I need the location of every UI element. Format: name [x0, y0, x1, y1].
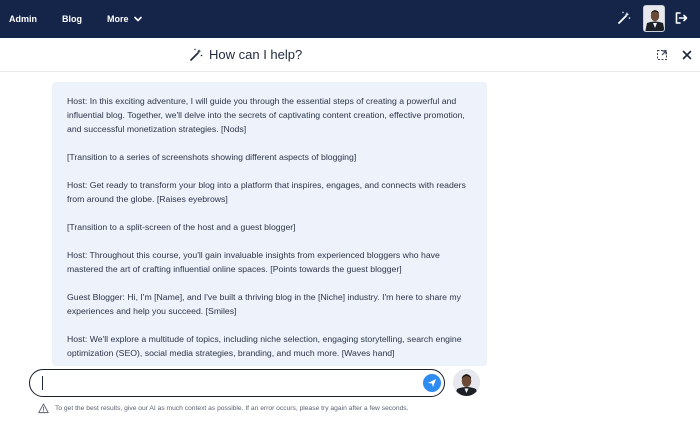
- send-button[interactable]: [423, 374, 441, 392]
- nav-more-dropdown[interactable]: [107, 0, 143, 38]
- nav-more-label: More: [107, 14, 129, 24]
- page-title: [189, 47, 302, 62]
- close-icon[interactable]: [681, 49, 693, 61]
- message-paragraph: [Transition to a split-screen of the host and a guest blogger]: [67, 222, 296, 232]
- chat-input[interactable]: [42, 374, 412, 392]
- message-paragraph: Host: Get ready to transform your blog into a platform that inspires, engages, and connects with readers from around the globe. [Raises eyebrows]: [67, 180, 466, 204]
- chevron-down-icon: [133, 14, 143, 24]
- top-navbar: [0, 0, 700, 38]
- assistant-message: [52, 82, 487, 366]
- chat-header: [0, 38, 700, 72]
- chat-user-avatar: [453, 369, 480, 396]
- chat-input-container: [29, 369, 445, 397]
- text-caret: [42, 376, 43, 390]
- message-paragraph: [Transition to a series of screenshots showing different aspects of blogging]: [67, 152, 357, 162]
- footer-notice: [38, 403, 409, 414]
- footer-notice-text: To get the best results, give our AI as much context as possible. If an error occurs, please try again after a few seconds.: [55, 405, 409, 412]
- magic-wand-icon: [189, 48, 203, 62]
- message-paragraph: Host: We'll explore a multitude of topics, including niche selection, engaging storytelling, search engine optimization (SEO), social media strategies, branding, and much more. [Waves hand]: [67, 334, 462, 358]
- nav-admin-link[interactable]: Admin: [9, 14, 37, 24]
- logout-icon[interactable]: [674, 11, 688, 25]
- nav-blog-link[interactable]: Blog: [62, 14, 82, 24]
- message-content: [52, 82, 487, 360]
- expand-icon[interactable]: [656, 49, 668, 61]
- send-icon: [427, 378, 437, 388]
- warning-icon: [38, 403, 49, 414]
- user-avatar[interactable]: [643, 5, 665, 32]
- message-paragraph: Host: Throughout this course, you'll gain invaluable insights from experienced bloggers who have mastered the art of crafting influential online spaces. [Points towards the guest blogger]: [67, 250, 440, 274]
- page-title-text: How can I help?: [209, 47, 303, 62]
- message-paragraph: Guest Blogger: Hi, I'm [Name], and I've built a thriving blog in the [Niche] industry. I'm here to share my experiences and help you succeed. [Smiles]: [67, 292, 461, 316]
- magic-wand-icon[interactable]: [617, 11, 631, 25]
- message-paragraph: Host: In this exciting adventure, I will guide you through the essential steps of creating a powerful and influential blog. Together, we'll delve into the secrets of captivating content creation, effective promotion, and successful monetization strategies. [Nods]: [67, 96, 465, 134]
